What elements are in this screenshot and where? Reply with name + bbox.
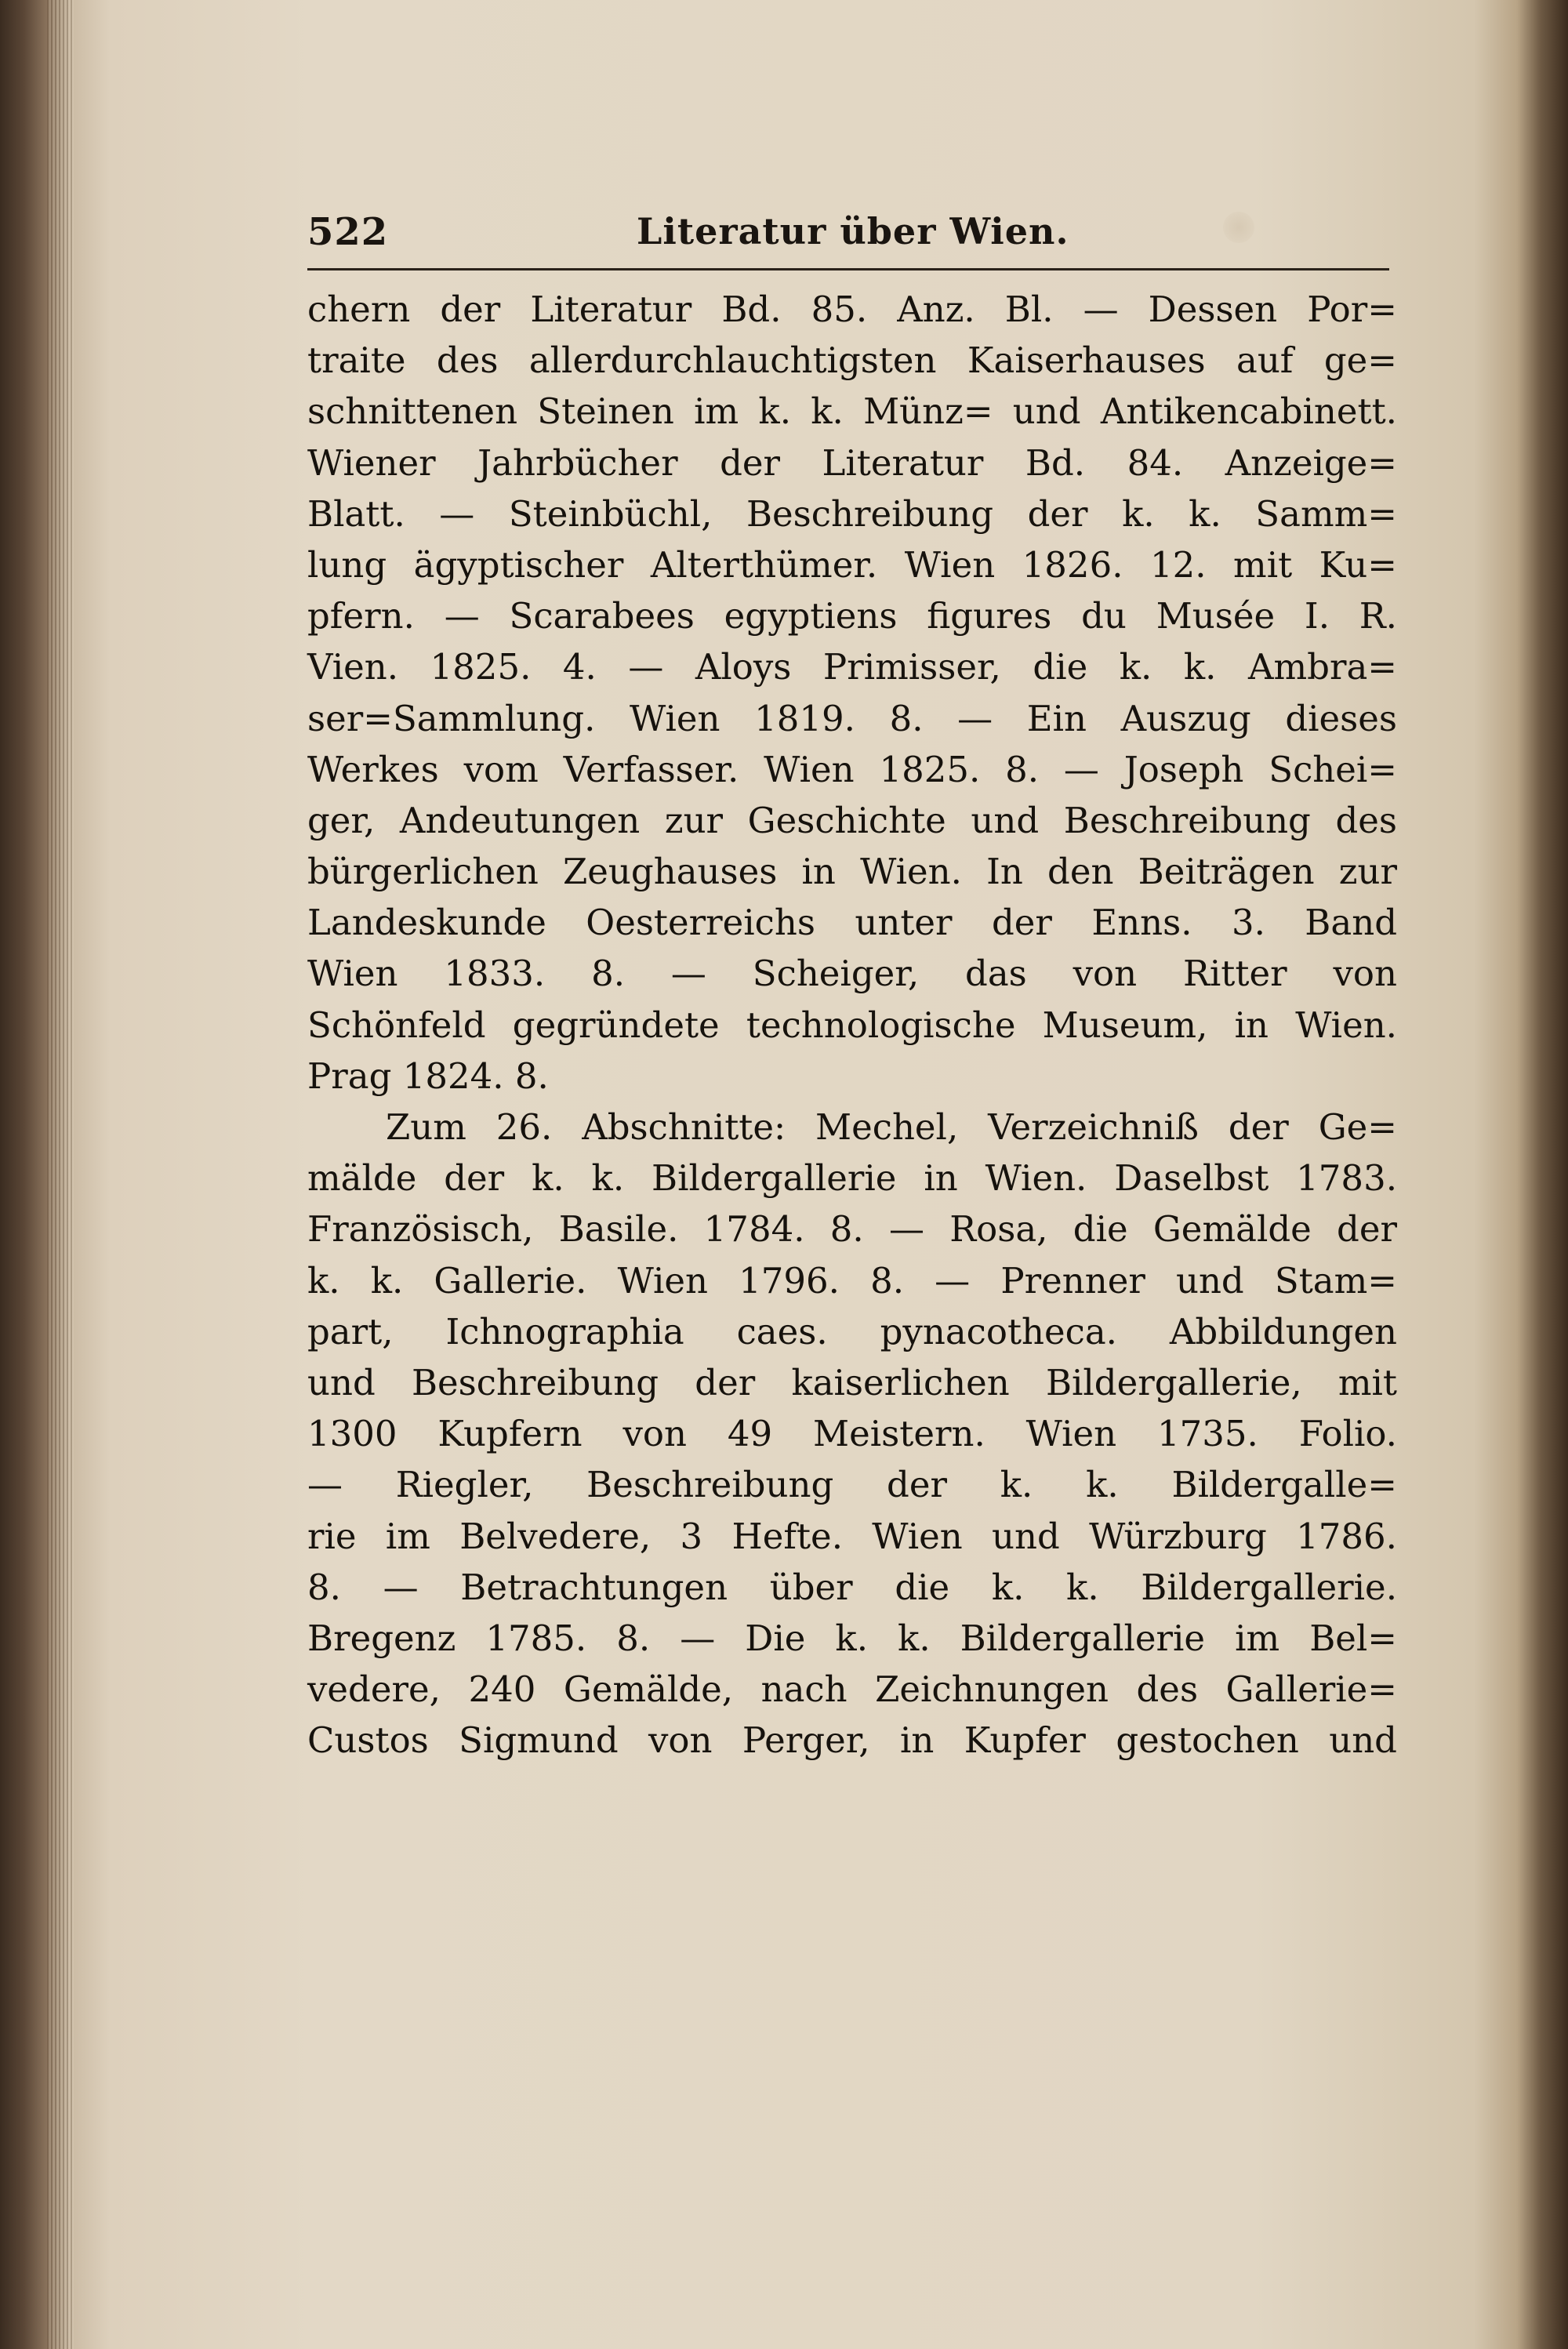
text-line: ger, Andeutungen zur Geschichte und Beschreibung des	[307, 799, 1397, 841]
text-line: Wiener Jahrbücher der Literatur Bd. 84. Anzeige=	[307, 441, 1397, 484]
text-line: Bregenz 1785. 8. — Die k. k. Bildergallerie im Bel=	[307, 1617, 1397, 1659]
text-line: lung ägyptischer Alterthümer. Wien 1826. 12. mit Ku=	[307, 543, 1397, 586]
body-text	[307, 284, 1397, 1766]
text-line: Schönfeld gegründete technologische Museum, in Wien.	[307, 1004, 1397, 1046]
text-line: 1300 Kupfern von 49 Meistern. Wien 1735. Folio.	[307, 1413, 1397, 1455]
text-line: mälde der k. k. Bildergallerie in Wien. Daselbst 1783.	[307, 1157, 1397, 1200]
text-line: vedere, 240 Gemälde, nach Zeichnungen des Gallerie=	[307, 1668, 1397, 1711]
text-line: pfern. — Scarabees egyptiens figures du Musée I. R.	[307, 595, 1397, 637]
text-line: Vien. 1825. 4. — Aloys Primisser, die k. k. Ambra=	[307, 646, 1397, 688]
header-rule	[307, 268, 1389, 270]
page-header	[307, 210, 1389, 257]
text-line: und Beschreibung der kaiserlichen Bildergallerie, mit	[307, 1361, 1397, 1403]
text-line: traite des allerdurchlauchtigsten Kaiserhauses auf ge=	[307, 339, 1397, 382]
text-line: Blatt. — Steinbüchl, Beschreibung der k. k. Samm=	[307, 492, 1397, 535]
page-stack-edge	[47, 0, 74, 2349]
text-line: schnittenen Steinen im k. k. Münz= und Antikencabinett.	[307, 390, 1397, 433]
text-line: — Riegler, Beschreibung der k. k. Bildergalle=	[307, 1464, 1397, 1506]
text-line: Wien 1833. 8. — Scheiger, das von Ritter von	[307, 953, 1397, 995]
text-line: Zum 26. Abschnitte: Mechel, Verzeichniß der Ge=	[386, 1106, 1397, 1148]
text-line: Prag 1824. 8.	[307, 1055, 549, 1097]
text-line: Custos Sigmund von Perger, in Kupfer gestochen und	[307, 1719, 1397, 1762]
text-line: k. k. Gallerie. Wien 1796. 8. — Prenner und Stam=	[307, 1259, 1397, 1302]
text-line: chern der Literatur Bd. 85. Anz. Bl. — Dessen Por=	[307, 289, 1397, 330]
text-line: Landeskunde Oesterreichs unter der Enns. 3. Band	[307, 902, 1397, 944]
text-line: bürgerlichen Zeughauses in Wien. In den Beiträgen zur	[307, 851, 1397, 893]
page-number: 522	[307, 210, 389, 254]
text-line: Französisch, Basile. 1784. 8. — Rosa, die Gemälde der	[307, 1208, 1397, 1251]
text-line: ser=Sammlung. Wien 1819. 8. — Ein Auszug dieses	[307, 697, 1397, 739]
text-line: Werkes vom Verfasser. Wien 1825. 8. — Joseph Schei=	[307, 748, 1397, 790]
text-line: part, Ichnographia caes. pynacotheca. Abbildungen	[307, 1310, 1397, 1352]
text-line: rie im Belvedere, 3 Hefte. Wien und Würzburg 1786.	[307, 1515, 1397, 1557]
running-title: Literatur über Wien.	[637, 210, 1069, 252]
text-line: 8. — Betrachtungen über die k. k. Bildergallerie.	[307, 1566, 1397, 1608]
